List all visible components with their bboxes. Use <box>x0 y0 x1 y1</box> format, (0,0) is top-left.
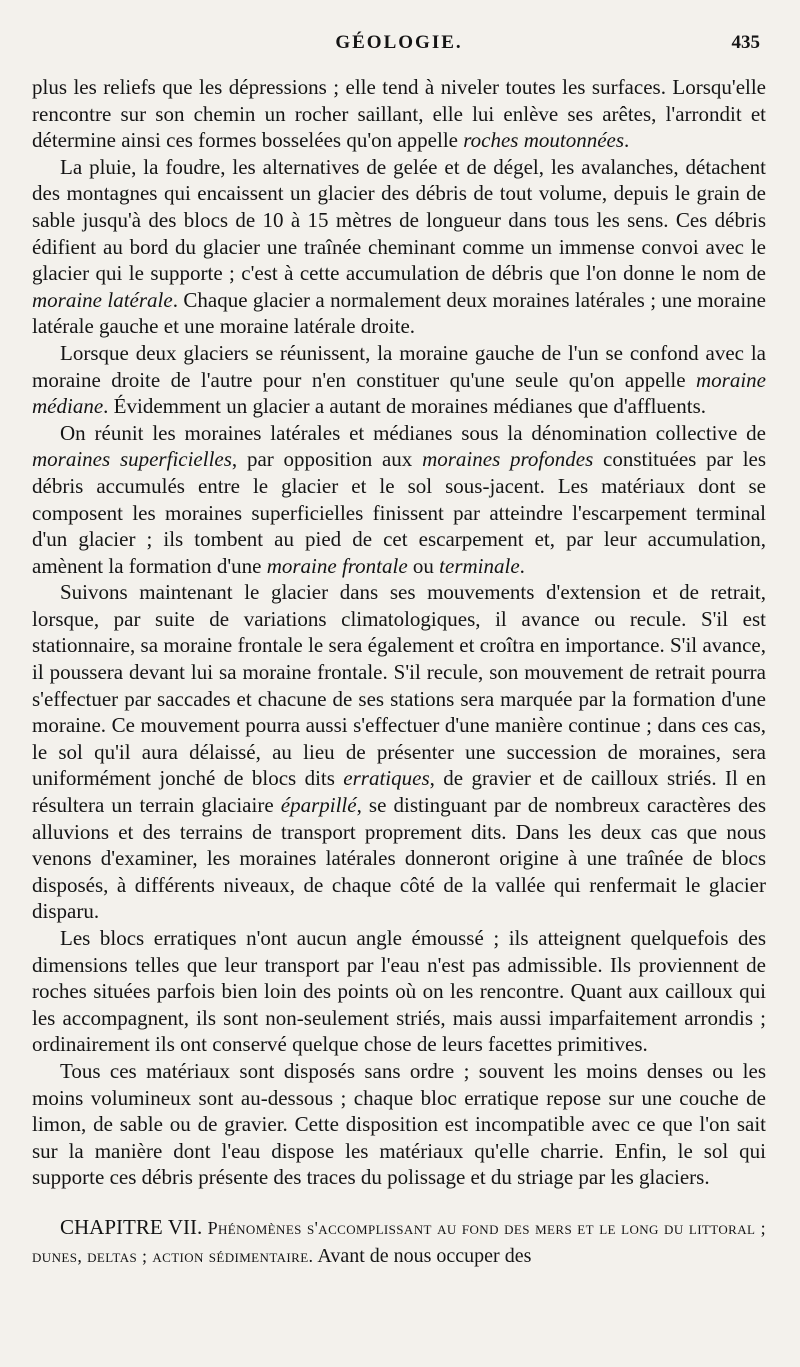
body-text <box>32 74 766 1191</box>
paragraph-3: Lorsque deux glaciers se réunissent, la moraine gauche de l'un se confond avec la moraine droite de l'autre pour n'en constituer qu'une seule qu'on appelle moraine médiane. Évidemment un glacier a autant de moraines médianes que d'affluents. <box>32 340 766 419</box>
paragraph-6: Les blocs erratiques n'ont aucun angle émoussé ; ils atteignent quelquefois des dimensions telles que leur transport par l'eau n'est pas admissible. Ils proviennent de roches situées parfois bien loin des points où on les rencontre. Quant aux cailloux qui les accompagnent, ils sont non-seulement striés, mais aussi imparfaitement arrondis ; ordinairement ils ont conservé quelque chose de leurs facettes primitives. <box>32 926 766 1057</box>
italic-term: roches moutonnées <box>463 128 625 153</box>
italic-term: moraines superficielles <box>32 447 232 472</box>
page-number: 435 <box>731 32 760 53</box>
paragraph-4: On réunit les moraines latérales et médianes sous la dénomination collective de moraines superficielles, par opposition aux moraines profondes constituées par les débris accumulés entre le glacier et le sol sous-jacent. Les matériaux dont se composent les moraines superficielles finissent par atteindre l'escarpement terminal d'un glacier ; ils tombent au pied de cet escarpement et, par leur accumulation, amènent la formation d'une moraine frontale ou terminale. <box>32 420 767 578</box>
chapter-heading <box>32 1213 766 1270</box>
chapter-title: Phénomènes s'accomplissant au fond des mers et le long du littoral ; dunes, deltas ; action sédimentaire. <box>32 1217 766 1266</box>
italic-term: moraine frontale <box>266 553 408 578</box>
paragraph-5: Suivons maintenant le glacier dans ses mouvements d'extension et de retrait, lorsque, par suite de variations climatologiques, il avance ou recule. S'il est stationnaire, sa moraine frontale le sera également et croîtra en importance. S'il avance, il poussera devant lui sa moraine frontale. S'il recule, son mouvement de retrait pourra s'effectuer par saccades et chacune de ses stations sera marquée par la formation d'une moraine. Ce mouvement pourra aussi s'effectuer d'une manière continue ; dans ces cas, le sol qu'il aura délaissé, au lieu de présenter une succession de moraines, sera uniformément jonché de blocs dits erratiques, de gravier et de cailloux striés. Il en résultera un terrain glaciaire éparpillé, se distinguant par de nombreux caractères des alluvions et des terrains de transport proprement dits. Dans les deux cas que nous venons d'examiner, les moraines latérales donneront origine à une traînée de blocs disposés, à différents niveaux, de chaque côté de la vallée qui renfermait le glacier disparu. <box>32 580 766 924</box>
italic-term: erratiques <box>343 766 430 791</box>
italic-term: éparpillé <box>280 793 357 818</box>
italic-term: moraine médiane <box>32 367 766 419</box>
paragraph-7: Tous ces matériaux sont disposés sans ordre ; souvent les moins denses ou les moins volumineux sont au-dessous ; chaque bloc erratique repose sur une couche de limon, de sable ou de gravier. Cette disposition est incompatible avec ce que l'on sait sur la manière dont l'eau dispose les matériaux qu'elle charrie. Enfin, le sol qui supporte ces débris présente des traces du polissage et du striage par les glaciers. <box>32 1058 766 1190</box>
italic-term: moraine latérale <box>32 287 173 312</box>
chapter-continuation: Avant de nous occuper des <box>317 1244 532 1267</box>
paragraph-2: La pluie, la foudre, les alternatives de gelée et de dégel, les avalanches, détachent des montagnes qui encaissent un glacier des débris de tout volume, depuis le grain de sable jusqu'à des blocs de 10 à 15 mètres de longueur dans tous les sens. Ces débris édifient au bord du glacier une traînée cheminant comme un immense convoi avec le glacier qui le supporte ; c'est à cette accumulation de débris que l'on donne le nom de moraine latérale. Chaque glacier a normalement deux moraines latérales ; une moraine latérale gauche et une moraine latérale droite. <box>32 154 766 339</box>
italic-term: moraines profondes <box>422 447 594 472</box>
paragraph-1: plus les reliefs que les dépressions ; elle tend à niveler toutes les surfaces. Lorsqu'elle rencontre sur son chemin un rocher saillant, elle lui enlève ses arêtes, l'arrondit et détermine ainsi ces formes bosselées qu'on appelle roches moutonnées. <box>32 75 766 153</box>
running-head <box>32 32 766 58</box>
running-title: GÉOLOGIE. <box>335 32 463 53</box>
chapter-label: CHAPITRE VII. <box>60 1214 203 1239</box>
italic-term: terminale <box>439 553 520 578</box>
